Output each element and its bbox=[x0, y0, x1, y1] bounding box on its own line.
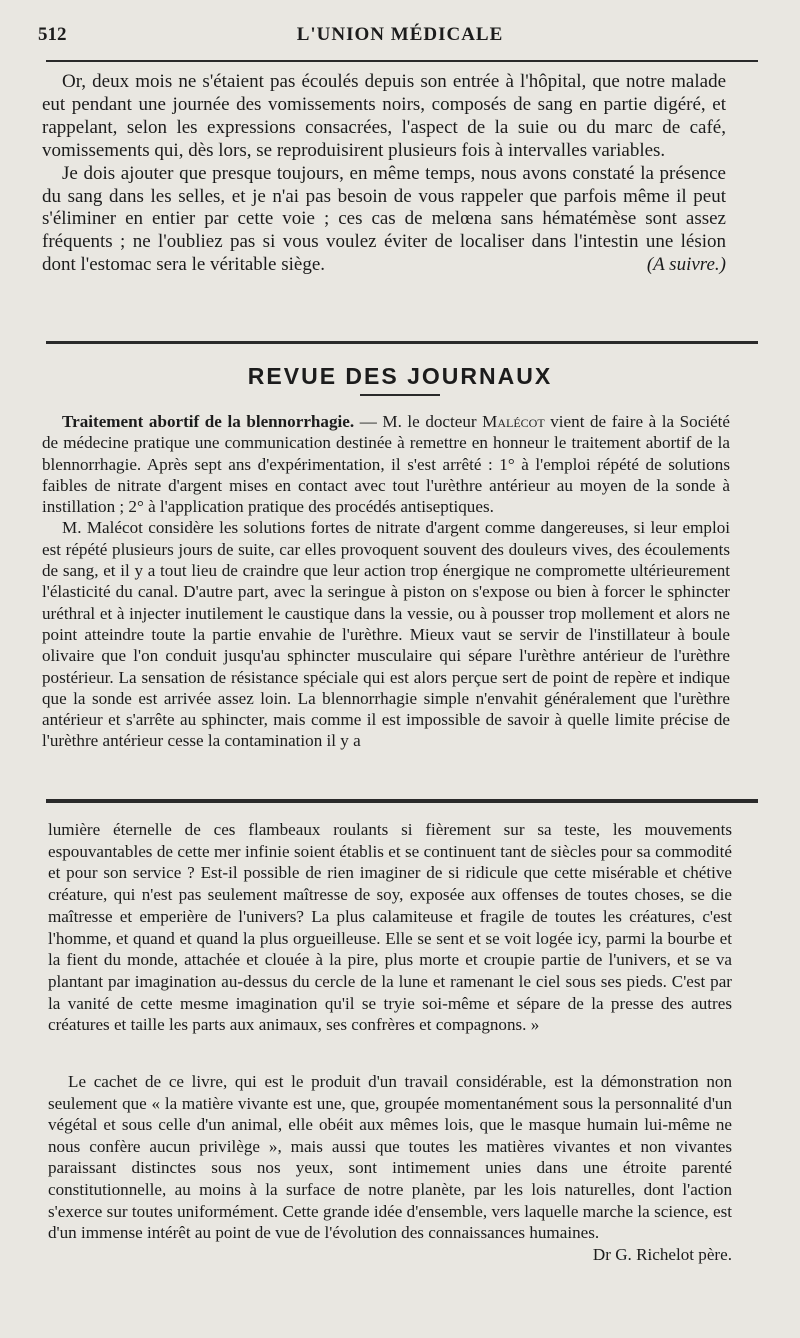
top-section bbox=[42, 71, 726, 277]
feuilleton-quote bbox=[48, 819, 732, 1036]
paragraph: Or, deux mois ne s'étaient pas écoulés depuis son entrée à l'hôpital, que notre malade eut pendant une journée des vomissements noirs, composés de sang en partie digéré, et rappelant, selon les expressions consacrées, l'aspect de la suie ou du marc de café, vomissements qui, dès lors, se reproduisirent plusieurs fois à intervalles variables. bbox=[42, 71, 726, 161]
section-title: REVUE DES JOURNAUX bbox=[247, 363, 553, 389]
section-rule bbox=[46, 341, 758, 344]
article-body bbox=[42, 411, 730, 752]
running-title: L'UNION MÉDICALE bbox=[296, 24, 504, 45]
continued-note: (A suivre.) bbox=[646, 254, 726, 276]
title-underline bbox=[360, 394, 440, 396]
paragraph-text: vient de faire à la Société de médecine pratique une communication destinée à remettre en honneur le traitement abortif de la blennorrhagie. Après sept ans d'expérimentation, il s'est arrêté : 1° à l'emploi répété de solutions faibles de nitrate d'argent mises en contact avec tout l'urèthre antérieur au moyen de la sonde à instillation ; 2° à l'application pratique des procédés antiseptiques. bbox=[42, 412, 730, 517]
paragraph: M. Malécot considère les solutions fortes de nitrate d'argent comme dangereuses, si leur emploi est répété plusieurs jours de suite, car elles provoquent souvent des douleurs vives, des écoulements de sang, et il y a tout lieu de craindre que leur action trop énergique ne compromette ultérieurement l'élasticité du canal. D'autre part, avec la seringue à piston on s'expose ou bien à forcer le sphincter uréthral et à injecter inutilement le caustique dans la vessie, ou à pousser trop mollement et alors ne point atteindre toute la partie envahie de l'urèthre. Mieux vaut se servir de l'instillateur à boule olivaire que l'on conduit jusqu'au sphincter musculaire qui sépare l'urèthre antérieur de l'urèthre postérieur. La sensation de résistance spéciale qui est alors perçue sert de point de repère et indique que la sonde est arrivée assez loin. La blennorrhagie simple n'envahit généralement que l'urèthre antérieur et s'arrête au sphincter, mais comme il est impossible de savoir à quelle limite précise de l'urèthre antérieur cesse la contamination il y a bbox=[42, 518, 730, 751]
paragraph-text: Je dois ajouter que presque toujours, en même temps, nous avons constaté la présence du sang dans les selles, et je n'ai pas besoin de vous rappeler que parfois même il peut s'éliminer en entier par cette voie ; ces cas de melœna sans hématémèse sont assez fréquents ; ne l'oubliez pas si vous voulez éviter de localiser dans l'intestin une lésion dont l'estomac sera le véritable siège. bbox=[42, 162, 726, 276]
author-name: Malécot bbox=[482, 412, 545, 431]
header-rule bbox=[46, 60, 758, 62]
paragraph bbox=[42, 411, 730, 517]
paragraph bbox=[48, 1071, 732, 1264]
feuilleton-conclusion bbox=[48, 1071, 732, 1265]
paragraph bbox=[42, 163, 726, 278]
signature: Dr G. Richelot père. bbox=[592, 1244, 732, 1264]
page-header bbox=[38, 24, 762, 50]
feuilleton-rule bbox=[46, 799, 758, 803]
paragraph: lumière éternelle de ces flambeaux roulants si fièrement sur sa teste, les mouvements espouvantables de cette mer infinie soient établis et se continuent tant de siècles pour sa commodité et pour son service ? Est-il possible de rien imaginer de si ridicule que cette misérable et chétive créature, qui n'est pas seulement maîtresse de soy, exposée aux offenses de toutes choses, se die maîtresse et emperière de l'univers? La plus calamiteuse et fragile de toutes les créatures, c'est l'homme, et quand et quand la plus orgueilleuse. Elle se sent et se voit logée icy, parmi la bourbe et la fient du monde, attachée et clouée à la pire, plus morte et croupie partie de l'univers, et se va plantant par imagination au-dessus du cercle de la lune et ramenant le ciel sous ses pieds. C'est par la vanité de cette mesme imagination qu'il se tryie soi-même et sépare de la presse des autres créatures et taille les parts aux animaux, ses confrères et compagnons. » bbox=[48, 820, 732, 1035]
article-title: Traitement abortif de la blennorrhagie. bbox=[62, 412, 355, 431]
article-lead: — M. le docteur bbox=[354, 412, 483, 431]
page-number: 512 bbox=[38, 24, 67, 45]
paragraph-text: Le cachet de ce livre, qui est le produit d'un travail considérable, est la démonstration non seulement que « la matière vivante est une, que, groupée momentanément sous la personnalité d'un végétal et sous celle d'un animal, elle obéit aux mêmes lois, que le masque humain lui-même ne nous confère aucun privilège », mais aussi que toutes les matières vivantes et non vivantes paraissant distinctes sous nos yeux, sont intimement unies dans une étroite parenté constitutionnelle, au moins à la surface de notre planète, par les lois naturelles, dont l'action s'exerce sur toutes uniformément. Cette grande idée d'ensemble, vers laquelle marche la science, est d'un immense intérêt au point de vue de l'évolution des connaissances humaines. bbox=[48, 1072, 732, 1243]
